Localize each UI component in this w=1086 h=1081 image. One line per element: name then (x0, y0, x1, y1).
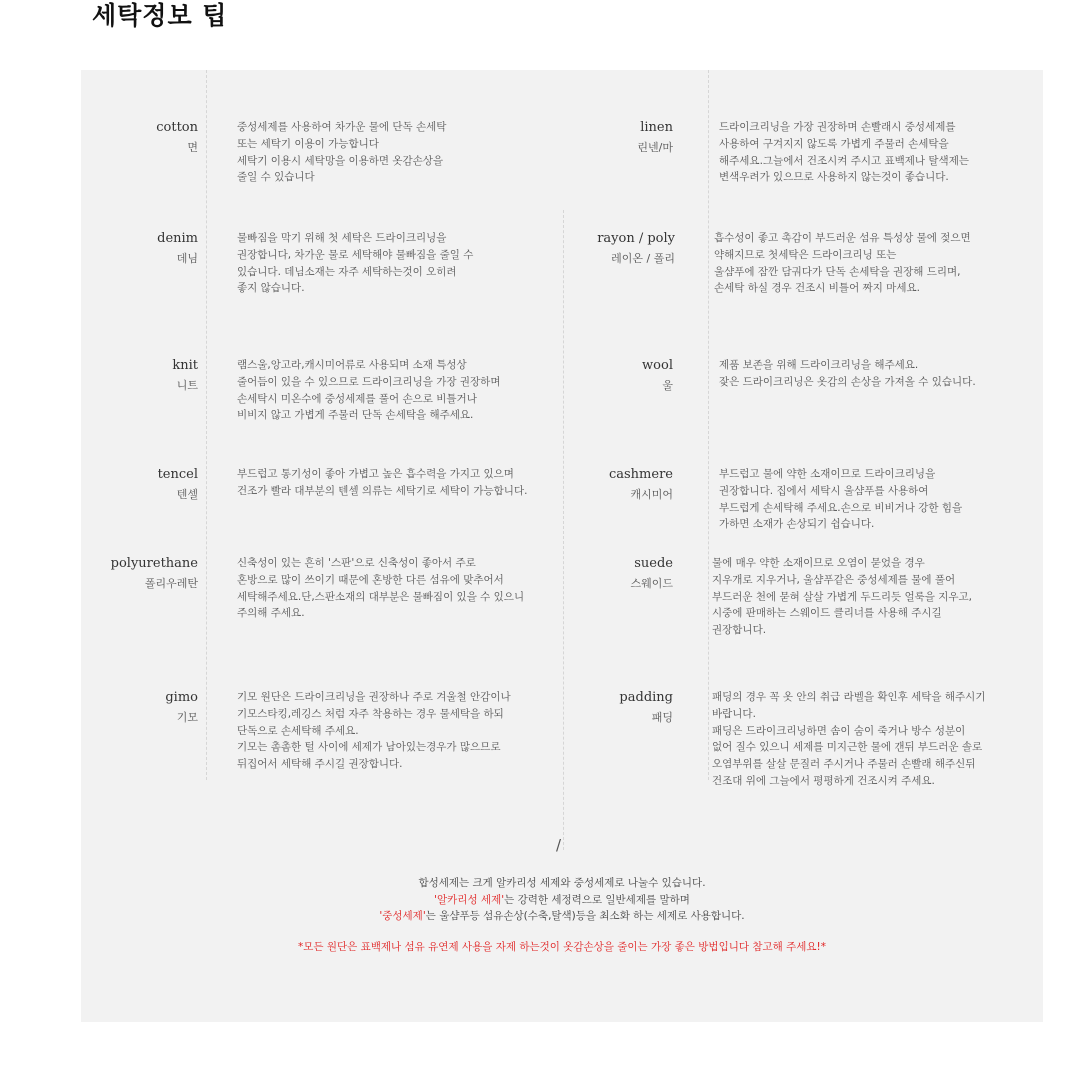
notes-line-2 (81, 892, 1043, 909)
fabric-name-ko: 레이온 / 폴리 (611, 252, 675, 265)
desc-line: 잦은 드라이크리닝은 옷감의 손상을 가져올 수 있습니다. (719, 375, 976, 388)
desc-line: 사용하여 구겨지지 않도록 가볍게 주물러 손세탁을 (719, 137, 949, 150)
desc-line: 부드러운 천에 묻혀 살살 가볍게 두드리듯 얼룩을 지우고, (712, 590, 972, 603)
desc-line: 약해지므로 첫세탁은 드라이크리닝 또는 (714, 248, 897, 261)
desc-line: 줄어듬이 있을 수 있으므로 드라이크리닝을 가장 권장하며 (237, 375, 501, 388)
fabric-description (712, 555, 972, 639)
warning-note: *모든 원단은 표백제나 섬유 유연제 사용을 자제 하는것이 옷감손상을 줄이는 가장 좋은 방법입니다 참고해 주세요!* (297, 940, 826, 953)
desc-line: 패딩은 드라이크리닝하면 솜이 숨이 죽거나 방수 성분이 (712, 724, 966, 737)
fabric-description (719, 119, 969, 186)
desc-line: 권장합니다. (712, 624, 767, 637)
left-column-divider (206, 70, 207, 780)
desc-line: 건조대 위에 그늘에서 평평하게 건조시켜 주세요. (712, 774, 935, 787)
fabric-name-ko: 니트 (176, 379, 198, 392)
fabric-description (719, 466, 962, 533)
desc-line: 가하면 소재가 손상되기 쉽습니다. (719, 518, 875, 531)
desc-line: 부드럽고 통기성이 좋아 가볍고 높은 흡수력을 가지고 있으며 (237, 468, 514, 480)
fabric-name-en: denim (157, 231, 198, 246)
notes-line-1: 합성세제는 크게 알카리성 세제와 중성세제로 나눌수 있습니다. (418, 877, 706, 889)
fabric-description (237, 357, 500, 424)
fabric-name-ko: 기모 (176, 711, 198, 724)
fabric-name-en: suede (634, 556, 673, 571)
desc-line: 해주세요.그늘에서 건조시켜 주시고 표백제나 탈색제는 (719, 154, 969, 167)
fabric-name-en: linen (640, 120, 673, 135)
detergent-notes (81, 875, 1043, 955)
desc-line: 부드럽고 물에 약한 소재이므로 드라이크리닝을 (719, 468, 936, 480)
slash-divider: / (556, 836, 562, 854)
desc-line: 패딩의 경우 꼭 옷 안의 취급 라벨을 확인후 세탁을 해주시기 (712, 691, 986, 703)
desc-line: 기모스타킹,레깅스 처럼 자주 착용하는 경우 물세탁을 하되 (237, 707, 504, 720)
fabric-description (719, 357, 976, 391)
page-title: 세탁정보 팁 (92, 1, 228, 30)
fabric-description (712, 689, 985, 790)
desc-line: 있습니다. 데님소재는 자주 세탁하는것이 오히려 (237, 265, 457, 278)
notes-line-3 (81, 908, 1043, 925)
fabric-name-ko: 캐시미어 (630, 488, 673, 501)
fabric-name-en: wool (642, 358, 673, 373)
fabric-description (237, 466, 527, 500)
desc-line: 없어 질수 있으니 세제를 미지근한 물에 갠뒤 부드러운 솔로 (712, 741, 983, 754)
fabric-name-en: tencel (157, 467, 198, 482)
right-column-divider (708, 70, 709, 780)
fabric-description (714, 230, 971, 297)
desc-line: 지우개로 지우거나, 울샴푸같은 중성세제를 물에 풀어 (712, 573, 956, 586)
desc-line: 램스울,앙고라,캐시미어류로 사용되며 소재 특성상 (237, 359, 467, 371)
notes-line-2-text: 는 강력한 세정력으로 일반세제를 말하며 (504, 893, 690, 906)
fabric-name-en: polyurethane (110, 556, 198, 571)
fabric-description (237, 555, 524, 622)
desc-line: 주의해 주세요. (237, 607, 305, 620)
alkaline-detergent-label: '알카리성 세제' (434, 893, 505, 906)
desc-line: 물에 매우 약한 소재이므로 오염이 묻었을 경우 (712, 557, 925, 569)
fabric-name-ko: 린넨/마 (637, 141, 673, 154)
desc-line: 세탁해주세요.단,스판소재의 대부분은 물빠짐이 있을 수 있으니 (237, 590, 525, 603)
desc-line: 권장합니다. 집에서 세탁시 울샴푸를 사용하여 (719, 484, 929, 497)
fabric-description (237, 119, 446, 186)
desc-line: 건조가 빨라 대부분의 텐셀 의류는 세탁기로 세탁이 가능합니다. (237, 484, 528, 497)
desc-line: 드라이크리닝을 가장 권장하며 손빨래시 중성세제를 (719, 121, 956, 133)
fabric-name-en: padding (619, 690, 673, 705)
desc-line: 울샴푸에 잠깐 담궈다가 단독 손세탁을 권장해 드리며, (714, 265, 961, 278)
fabric-name-ko: 스웨이드 (630, 577, 673, 590)
fabric-name-ko: 패딩 (651, 711, 673, 724)
desc-line: 손세탁 하실 경우 건조시 비틀어 짜지 마세요. (714, 282, 920, 295)
desc-line: 오염부위를 살살 문질러 주시거나 주물러 손빨래 해주신뒤 (712, 758, 976, 771)
desc-line: 바랍니다. (712, 707, 756, 720)
fabric-name-ko: 울 (662, 379, 673, 392)
laundry-tips-card (81, 70, 1043, 1022)
desc-line: 흡수성이 좋고 촉감이 부드러운 섬유 특성상 물에 젖으면 (714, 232, 971, 244)
desc-line: 또는 세탁기 이용이 가능합니다 (237, 137, 379, 150)
desc-line: 중성세제를 사용하여 차가운 물에 단독 손세탁 (237, 121, 447, 133)
desc-line: 권장합니다, 차가운 물로 세탁해야 물빠짐을 줄일 수 (237, 248, 474, 261)
desc-line: 단독으로 손세탁해 주세요. (237, 724, 359, 737)
fabric-name-ko: 폴리우레탄 (144, 577, 198, 590)
desc-line: 줄일 수 있습니다 (237, 171, 315, 184)
notes-line-3-text: 는 울샴푸등 섬유손상(수축,탈색)등을 최소화 하는 세제로 사용합니다. (425, 910, 745, 922)
desc-line: 기모는 촘촘한 털 사이에 세제가 남아있는경우가 많으므로 (237, 741, 501, 754)
desc-line: 혼방으로 많이 쓰이기 때문에 혼방한 다른 섬유에 맞추어서 (237, 573, 504, 586)
neutral-detergent-label: '중성세제' (379, 910, 426, 922)
fabric-name-en: cotton (156, 120, 198, 135)
desc-line: 좋지 않습니다. (237, 282, 305, 295)
desc-line: 세탁기 이용시 세탁망을 이용하면 옷감손상을 (237, 154, 444, 167)
desc-line: 신축성이 있는 흔히 '스판'으로 신축성이 좋아서 주로 (237, 557, 476, 569)
fabric-name-ko: 텐셀 (176, 488, 198, 501)
fabric-name-en: knit (172, 358, 198, 373)
fabric-description (237, 689, 511, 773)
fabric-name-en: cashmere (608, 467, 673, 482)
desc-line: 물빠짐을 막기 위해 첫 세탁은 드라이크리닝을 (237, 232, 447, 244)
desc-line: 변색우려가 있으므로 사용하지 않는것이 좋습니다. (719, 171, 949, 184)
desc-line: 손세탁시 미온수에 중성세제를 풀어 손으로 비틀거나 (237, 392, 477, 405)
desc-line: 부드럽게 손세탁해 주세요.손으로 비비거나 강한 힘을 (719, 501, 963, 514)
fabric-name-ko: 데님 (176, 252, 198, 265)
desc-line: 뒤집어서 세탁해 주시길 권장합니다. (237, 758, 403, 771)
desc-line: 비비지 않고 가볍게 주물러 단독 손세탁을 해주세요. (237, 409, 474, 422)
center-divider (563, 210, 564, 850)
fabric-name-ko: 면 (187, 141, 198, 154)
desc-line: 기모 원단은 드라이크리닝을 권장하나 주로 겨울철 안감이나 (237, 691, 511, 703)
fabric-name-en: gimo (165, 690, 198, 705)
fabric-description (237, 230, 473, 297)
fabric-name-en: rayon / poly (597, 231, 675, 246)
desc-line: 시중에 판매하는 스웨이드 클리너를 사용해 주시길 (712, 607, 942, 620)
desc-line: 제품 보존을 위해 드라이크리닝을 해주세요. (719, 359, 919, 371)
